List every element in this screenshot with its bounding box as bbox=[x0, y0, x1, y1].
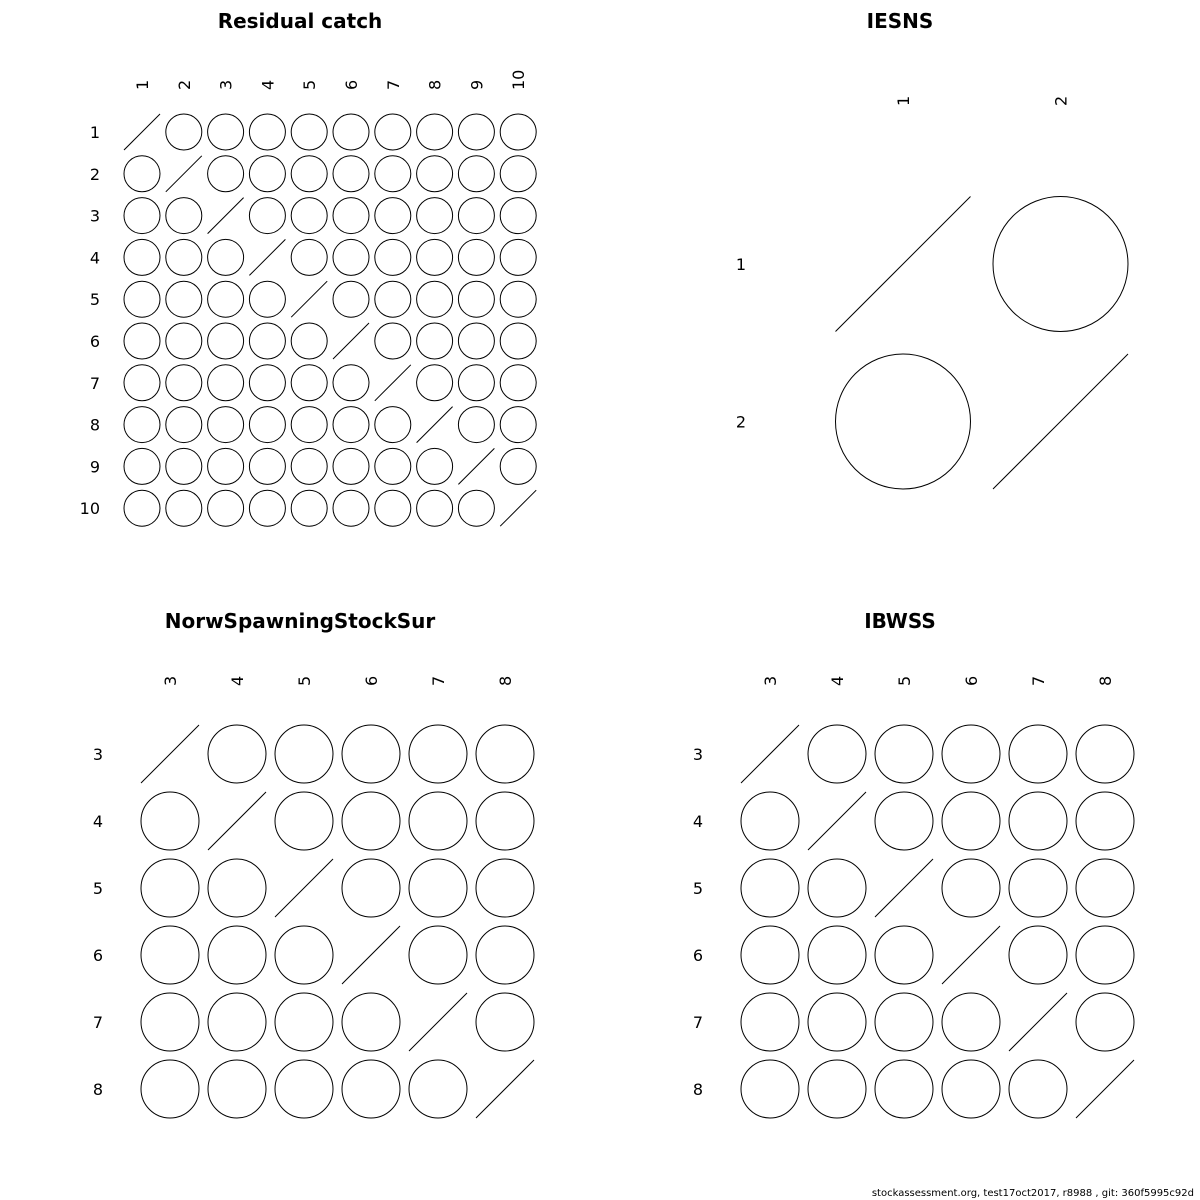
correlation-circle bbox=[249, 448, 285, 484]
correlation-circle bbox=[417, 281, 453, 317]
column-label: 3 bbox=[216, 79, 236, 90]
column-label: 8 bbox=[1096, 675, 1115, 686]
row-label: 2 bbox=[735, 412, 746, 432]
column-label: 8 bbox=[425, 79, 445, 90]
row-label: 2 bbox=[89, 164, 100, 184]
correlation-circle bbox=[409, 859, 467, 917]
correlation-circle bbox=[333, 198, 369, 234]
correlation-circle bbox=[166, 323, 202, 359]
correlation-circle bbox=[208, 114, 244, 150]
correlation-circle bbox=[458, 365, 494, 401]
column-label: 4 bbox=[828, 675, 847, 686]
column-label: 5 bbox=[895, 675, 914, 686]
diagonal-line bbox=[836, 197, 971, 332]
correlation-circle bbox=[208, 993, 266, 1051]
panel-title: Residual catch bbox=[217, 9, 383, 33]
correlation-circle bbox=[417, 198, 453, 234]
diagonal-line bbox=[458, 448, 494, 484]
correlation-circle bbox=[417, 448, 453, 484]
row-label: 9 bbox=[89, 457, 100, 477]
correlation-circle bbox=[942, 725, 1000, 783]
correlation-circle bbox=[875, 993, 933, 1051]
correlation-circle bbox=[875, 1060, 933, 1118]
correlation-circle bbox=[458, 198, 494, 234]
correlation-circle bbox=[500, 156, 536, 192]
diagonal-line bbox=[342, 926, 400, 984]
panel-title: IBWSS bbox=[864, 609, 936, 633]
column-label: 4 bbox=[228, 675, 247, 686]
correlation-circle bbox=[342, 859, 400, 917]
correlation-circle bbox=[741, 926, 799, 984]
diagonal-line bbox=[124, 114, 160, 150]
row-label: 3 bbox=[92, 745, 103, 764]
correlation-circle bbox=[1076, 926, 1134, 984]
column-label: 7 bbox=[429, 675, 448, 686]
correlation-circle bbox=[409, 725, 467, 783]
correlation-circle bbox=[124, 323, 160, 359]
correlation-circle bbox=[409, 1060, 467, 1118]
correlation-circle bbox=[942, 859, 1000, 917]
correlation-circle bbox=[458, 281, 494, 317]
correlation-circle bbox=[458, 156, 494, 192]
column-label: 6 bbox=[362, 675, 381, 686]
correlation-circle bbox=[124, 239, 160, 275]
correlation-circle bbox=[476, 993, 534, 1051]
correlation-circle bbox=[836, 354, 971, 489]
diagonal-line bbox=[375, 365, 411, 401]
correlation-circle bbox=[166, 198, 202, 234]
correlation-circle bbox=[166, 365, 202, 401]
column-label: 7 bbox=[1029, 675, 1048, 686]
correlation-circle bbox=[1076, 859, 1134, 917]
correlation-circle bbox=[500, 114, 536, 150]
correlation-circle bbox=[208, 859, 266, 917]
correlation-circle bbox=[1009, 926, 1067, 984]
row-label: 7 bbox=[89, 373, 100, 393]
correlation-circle bbox=[342, 725, 400, 783]
panel-3 bbox=[693, 609, 1134, 1118]
correlation-circle bbox=[291, 156, 327, 192]
correlation-circle bbox=[375, 448, 411, 484]
row-label: 7 bbox=[692, 1013, 703, 1032]
correlation-circle bbox=[141, 1060, 199, 1118]
row-label: 6 bbox=[92, 946, 103, 965]
diagonal-line bbox=[291, 281, 327, 317]
correlation-circle bbox=[291, 365, 327, 401]
correlation-circle bbox=[741, 993, 799, 1051]
correlation-circle bbox=[208, 407, 244, 443]
correlation-circle bbox=[375, 156, 411, 192]
correlation-circle bbox=[275, 926, 333, 984]
correlation-circle bbox=[275, 1060, 333, 1118]
diagonal-line bbox=[993, 354, 1128, 489]
diagonal-line bbox=[141, 725, 199, 783]
diagonal-line bbox=[275, 859, 333, 917]
column-label: 5 bbox=[295, 675, 314, 686]
correlation-circle bbox=[942, 792, 1000, 850]
correlation-circle bbox=[124, 156, 160, 192]
correlation-circle bbox=[208, 365, 244, 401]
correlation-circle bbox=[500, 281, 536, 317]
correlation-circle bbox=[1076, 792, 1134, 850]
correlation-circle bbox=[500, 448, 536, 484]
row-label: 1 bbox=[735, 255, 746, 274]
diagonal-line bbox=[166, 156, 202, 192]
row-label: 5 bbox=[692, 879, 703, 898]
correlation-circle bbox=[291, 198, 327, 234]
correlation-circle bbox=[208, 323, 244, 359]
correlation-circle bbox=[249, 281, 285, 317]
diagonal-line bbox=[208, 198, 244, 234]
column-label: 2 bbox=[174, 79, 194, 90]
correlation-circle bbox=[208, 1060, 266, 1118]
correlation-circle bbox=[458, 490, 494, 526]
diagonal-line bbox=[208, 792, 266, 850]
correlation-circle bbox=[875, 725, 933, 783]
diagonal-line bbox=[476, 1060, 534, 1118]
correlation-circle bbox=[808, 725, 866, 783]
correlation-circle bbox=[342, 993, 400, 1051]
column-label: 1 bbox=[894, 95, 913, 106]
correlation-circle bbox=[208, 239, 244, 275]
correlation-circle bbox=[291, 323, 327, 359]
row-label: 5 bbox=[89, 290, 100, 310]
correlation-circle bbox=[333, 156, 369, 192]
row-label: 7 bbox=[92, 1013, 103, 1032]
correlation-circle bbox=[500, 198, 536, 234]
correlation-circle bbox=[275, 993, 333, 1051]
correlation-circle bbox=[458, 407, 494, 443]
diagonal-line bbox=[409, 993, 467, 1051]
row-label: 8 bbox=[92, 1080, 103, 1099]
correlation-circle bbox=[1076, 993, 1134, 1051]
correlation-circle bbox=[375, 490, 411, 526]
row-label: 3 bbox=[89, 206, 100, 226]
column-label: 9 bbox=[467, 79, 487, 90]
correlation-circle bbox=[1009, 859, 1067, 917]
row-label: 6 bbox=[692, 946, 703, 965]
correlation-circle bbox=[342, 792, 400, 850]
correlation-circle bbox=[124, 490, 160, 526]
correlation-circle bbox=[476, 792, 534, 850]
diagonal-line bbox=[741, 725, 799, 783]
row-label: 6 bbox=[89, 332, 100, 351]
panel-title: IESNS bbox=[866, 9, 934, 33]
column-label: 8 bbox=[496, 675, 515, 686]
correlation-circle bbox=[500, 323, 536, 359]
row-label: 8 bbox=[692, 1080, 703, 1099]
correlation-circle bbox=[1009, 1060, 1067, 1118]
diagonal-line bbox=[1076, 1060, 1134, 1118]
row-label: 5 bbox=[92, 879, 103, 898]
correlation-circle bbox=[875, 926, 933, 984]
diagonal-line bbox=[808, 792, 866, 850]
panel-1 bbox=[736, 9, 1128, 489]
correlation-circle bbox=[417, 114, 453, 150]
row-label: 3 bbox=[692, 745, 703, 764]
column-label: 10 bbox=[509, 69, 529, 90]
correlation-circle bbox=[993, 197, 1128, 332]
row-label: 1 bbox=[89, 123, 100, 142]
correlation-circle bbox=[741, 792, 799, 850]
correlation-circle bbox=[476, 859, 534, 917]
panel-2 bbox=[93, 609, 534, 1118]
column-label: 5 bbox=[300, 79, 320, 90]
column-label: 6 bbox=[342, 79, 361, 90]
correlation-circle bbox=[476, 725, 534, 783]
correlation-circle bbox=[942, 1060, 1000, 1118]
correlation-circle bbox=[375, 323, 411, 359]
correlation-circle bbox=[409, 792, 467, 850]
panel-0 bbox=[80, 9, 537, 526]
column-label: 6 bbox=[962, 675, 981, 686]
correlation-circle bbox=[333, 448, 369, 484]
correlation-circle bbox=[275, 792, 333, 850]
column-label: 1 bbox=[133, 79, 152, 90]
diagonal-line bbox=[875, 859, 933, 917]
correlation-circle bbox=[249, 198, 285, 234]
correlation-circle bbox=[333, 281, 369, 317]
correlation-circle bbox=[808, 1060, 866, 1118]
row-label: 4 bbox=[692, 812, 703, 831]
correlation-circle bbox=[333, 407, 369, 443]
correlation-circle bbox=[208, 156, 244, 192]
correlation-circle bbox=[166, 448, 202, 484]
correlation-circle bbox=[808, 859, 866, 917]
diagonal-line bbox=[249, 239, 285, 275]
correlation-circle bbox=[476, 926, 534, 984]
correlation-circle bbox=[141, 859, 199, 917]
correlation-circle bbox=[417, 156, 453, 192]
correlation-circle bbox=[291, 114, 327, 150]
correlation-circle bbox=[291, 239, 327, 275]
correlation-circle bbox=[124, 281, 160, 317]
row-label: 4 bbox=[92, 812, 103, 831]
correlation-circle bbox=[166, 490, 202, 526]
row-label: 10 bbox=[79, 499, 100, 519]
correlation-circle bbox=[249, 365, 285, 401]
correlation-circle bbox=[500, 407, 536, 443]
column-label: 7 bbox=[383, 79, 403, 90]
correlation-circle bbox=[124, 448, 160, 484]
correlation-circle bbox=[808, 926, 866, 984]
correlation-circle bbox=[166, 114, 202, 150]
correlation-circle bbox=[208, 281, 244, 317]
correlation-circle bbox=[375, 198, 411, 234]
correlation-circle bbox=[500, 365, 536, 401]
correlation-circle bbox=[141, 926, 199, 984]
correlation-circle bbox=[808, 993, 866, 1051]
correlation-circle bbox=[417, 323, 453, 359]
correlation-circle bbox=[458, 323, 494, 359]
correlation-circle bbox=[208, 490, 244, 526]
footer-text: stockassessment.org, test17oct2017, r8988 , git: 360f5995c92d bbox=[871, 1188, 1194, 1199]
correlation-circle bbox=[342, 1060, 400, 1118]
correlation-circle bbox=[208, 725, 266, 783]
correlation-circle bbox=[417, 239, 453, 275]
correlation-circle bbox=[333, 365, 369, 401]
column-label: 3 bbox=[761, 675, 780, 686]
correlation-circle bbox=[409, 926, 467, 984]
correlation-circle bbox=[500, 239, 536, 275]
correlation-circle bbox=[333, 239, 369, 275]
column-label: 4 bbox=[258, 79, 278, 90]
correlation-circle bbox=[208, 448, 244, 484]
correlation-circle bbox=[124, 365, 160, 401]
correlation-circle bbox=[124, 407, 160, 443]
correlation-circle bbox=[333, 490, 369, 526]
column-label: 3 bbox=[161, 675, 180, 686]
correlation-circle bbox=[291, 407, 327, 443]
correlation-circle bbox=[124, 198, 160, 234]
correlation-circle bbox=[942, 993, 1000, 1051]
correlation-circle bbox=[458, 239, 494, 275]
correlation-circle bbox=[275, 725, 333, 783]
correlation-circle bbox=[741, 1060, 799, 1118]
correlation-circle bbox=[417, 490, 453, 526]
correlation-circle bbox=[249, 490, 285, 526]
diagonal-line bbox=[417, 407, 453, 443]
correlation-circle bbox=[291, 448, 327, 484]
correlation-circle bbox=[166, 239, 202, 275]
correlation-circle bbox=[375, 281, 411, 317]
correlation-circle bbox=[375, 239, 411, 275]
correlation-circle bbox=[333, 114, 369, 150]
correlation-circle bbox=[249, 407, 285, 443]
correlation-circle bbox=[875, 792, 933, 850]
diagonal-line bbox=[333, 323, 369, 359]
correlation-circle bbox=[208, 926, 266, 984]
row-label: 4 bbox=[89, 248, 100, 268]
correlation-circle bbox=[249, 114, 285, 150]
correlation-circle bbox=[1009, 792, 1067, 850]
correlation-circle bbox=[458, 114, 494, 150]
correlation-circle bbox=[741, 859, 799, 917]
correlation-circle bbox=[291, 490, 327, 526]
correlation-circle bbox=[141, 792, 199, 850]
diagonal-line bbox=[1009, 993, 1067, 1051]
correlation-circle bbox=[1009, 725, 1067, 783]
correlation-circle bbox=[417, 365, 453, 401]
correlation-circle bbox=[141, 993, 199, 1051]
column-label: 2 bbox=[1051, 95, 1071, 106]
correlation-circle bbox=[249, 156, 285, 192]
panel-title: NorwSpawningStockSur bbox=[164, 609, 436, 633]
correlation-circle bbox=[375, 114, 411, 150]
row-label: 8 bbox=[89, 415, 100, 435]
correlation-circle bbox=[375, 407, 411, 443]
correlation-circle bbox=[1076, 725, 1134, 783]
correlation-circle bbox=[249, 323, 285, 359]
correlation-circle bbox=[166, 407, 202, 443]
correlation-circle bbox=[166, 281, 202, 317]
diagonal-line bbox=[942, 926, 1000, 984]
diagonal-line bbox=[500, 490, 536, 526]
